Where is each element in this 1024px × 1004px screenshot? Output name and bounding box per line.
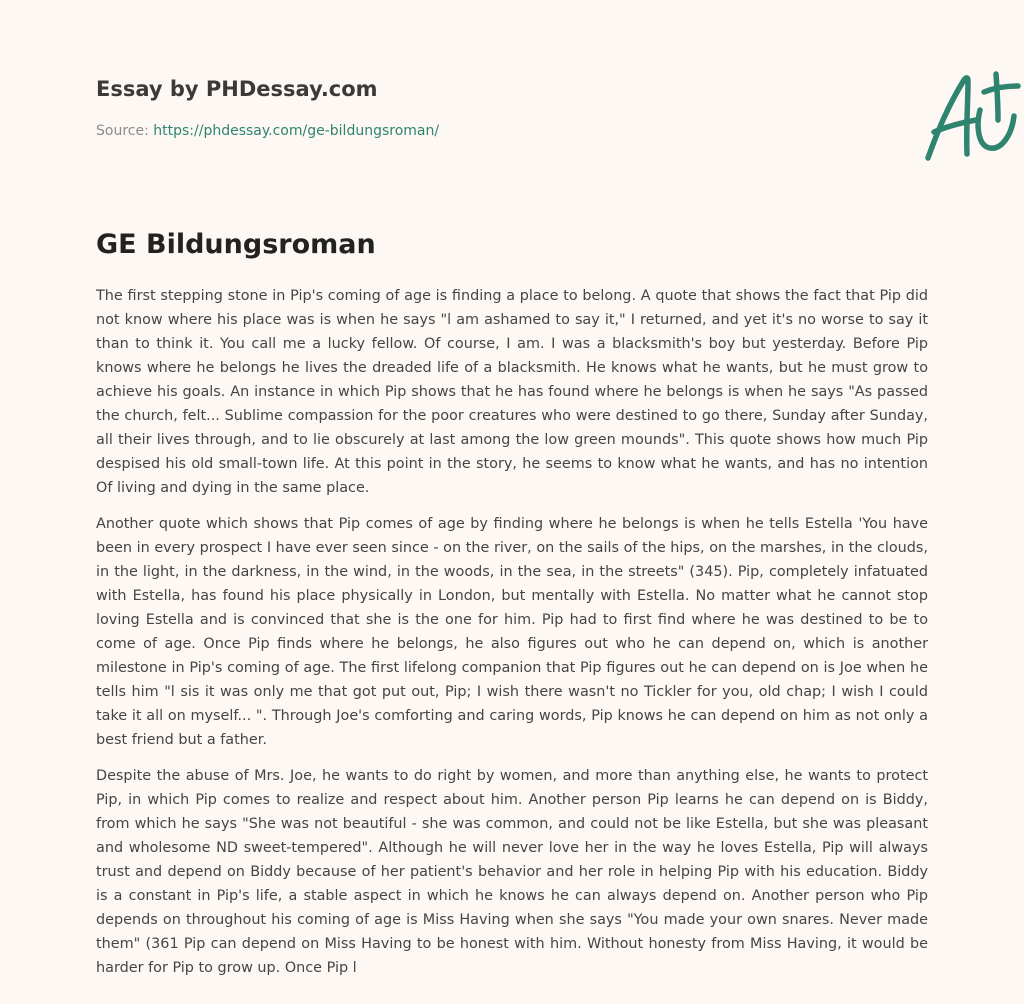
a-plus-logo-icon xyxy=(918,68,1022,164)
site-title: Essay by PHDessay.com xyxy=(96,77,378,101)
essay-paragraph: Another quote which shows that Pip comes of age by finding where he belongs is when he tells Estella 'You have been in every prospect I have ever seen since - on the river, on the sails of the hips, on the marshes, in the clouds, in the light, in the darkness, in the wind, in the woods, in the sea, in the streets" (345). Pip, completely infatuated with Estella, has found his place physically in London, but mentally with Estella. No matter what he cannot stop loving Estella and is convinced that she is the one for him. Pip had to first find where he was destined to be to come of age. Once Pip finds where he belongs, he also figures out who he can depend on, which is another milestone in Pip's coming of age. The first lifelong companion that Pip figures out he can depend on is Joe when he tells him "l sis it was only me that got put out, Pip; I wish there wasn't no Tickler for you, old chap; I wish I could take it all on myself... ". Through Joe's comforting and caring words, Pip knows he can depend on him as not only a best friend but a father. xyxy=(96,516,928,748)
essay-paragraph: Despite the abuse of Mrs. Joe, he wants to do right by women, and more than anything else, he wants to protect Pip, in which Pip comes to realize and respect about him. Another person Pip learns he can depend on is Biddy, from which he says "She was not beautiful - she was common, and could not be like Estella, but she was pleasant and wholesome ND sweet-tempered". Although he will never love her in the way he loves Estella, Pip will always trust and depend on Biddy because of her patient's behavior and her role in helping Pip with his education. Biddy is a constant in Pip's life, a stable aspect in which he knows he can always depend on. Another person who Pip depends on throughout his coming of age is Miss Having when she says "You made your own snares. Never made them" (361 Pip can depend on Miss Having to be honest with him. Without honesty from Miss Having, it would be harder for Pip to grow up. Once Pip l xyxy=(96,768,928,976)
source-line xyxy=(96,123,439,139)
source-label: Source: xyxy=(96,123,154,139)
essay-title: GE Bildungsroman xyxy=(96,229,376,260)
essay-body xyxy=(96,284,928,992)
site-header xyxy=(96,74,928,139)
source-link[interactable]: https://phdessay.com/ge-bildungsroman/ xyxy=(153,123,440,139)
essay-paragraph: The first stepping stone in Pip's coming of age is finding a place to belong. A quote that shows the fact that Pip did not know where his place was is when he says "l am ashamed to say it," I returned, and yet it's no worse to say it than to think it. You call me a lucky fellow. Of course, I am. I was a blacksmith's boy but yesterday. Before Pip knows where he belongs he lives the dreaded life of a blacksmith. He knows what he wants, but he must grow to achieve his goals. An instance in which Pip shows that he has found where he belongs is when he says "As passed the church, felt... Sublime compassion for the poor creatures who were destined to go there, Sunday after Sunday, all their lives through, and to lie obscurely at last among the low green mounds". This quote shows how much Pip despised his old small-town life. At this point in the story, he seems to know what he wants, and has no intention Of living and dying in the same place. xyxy=(96,288,928,496)
